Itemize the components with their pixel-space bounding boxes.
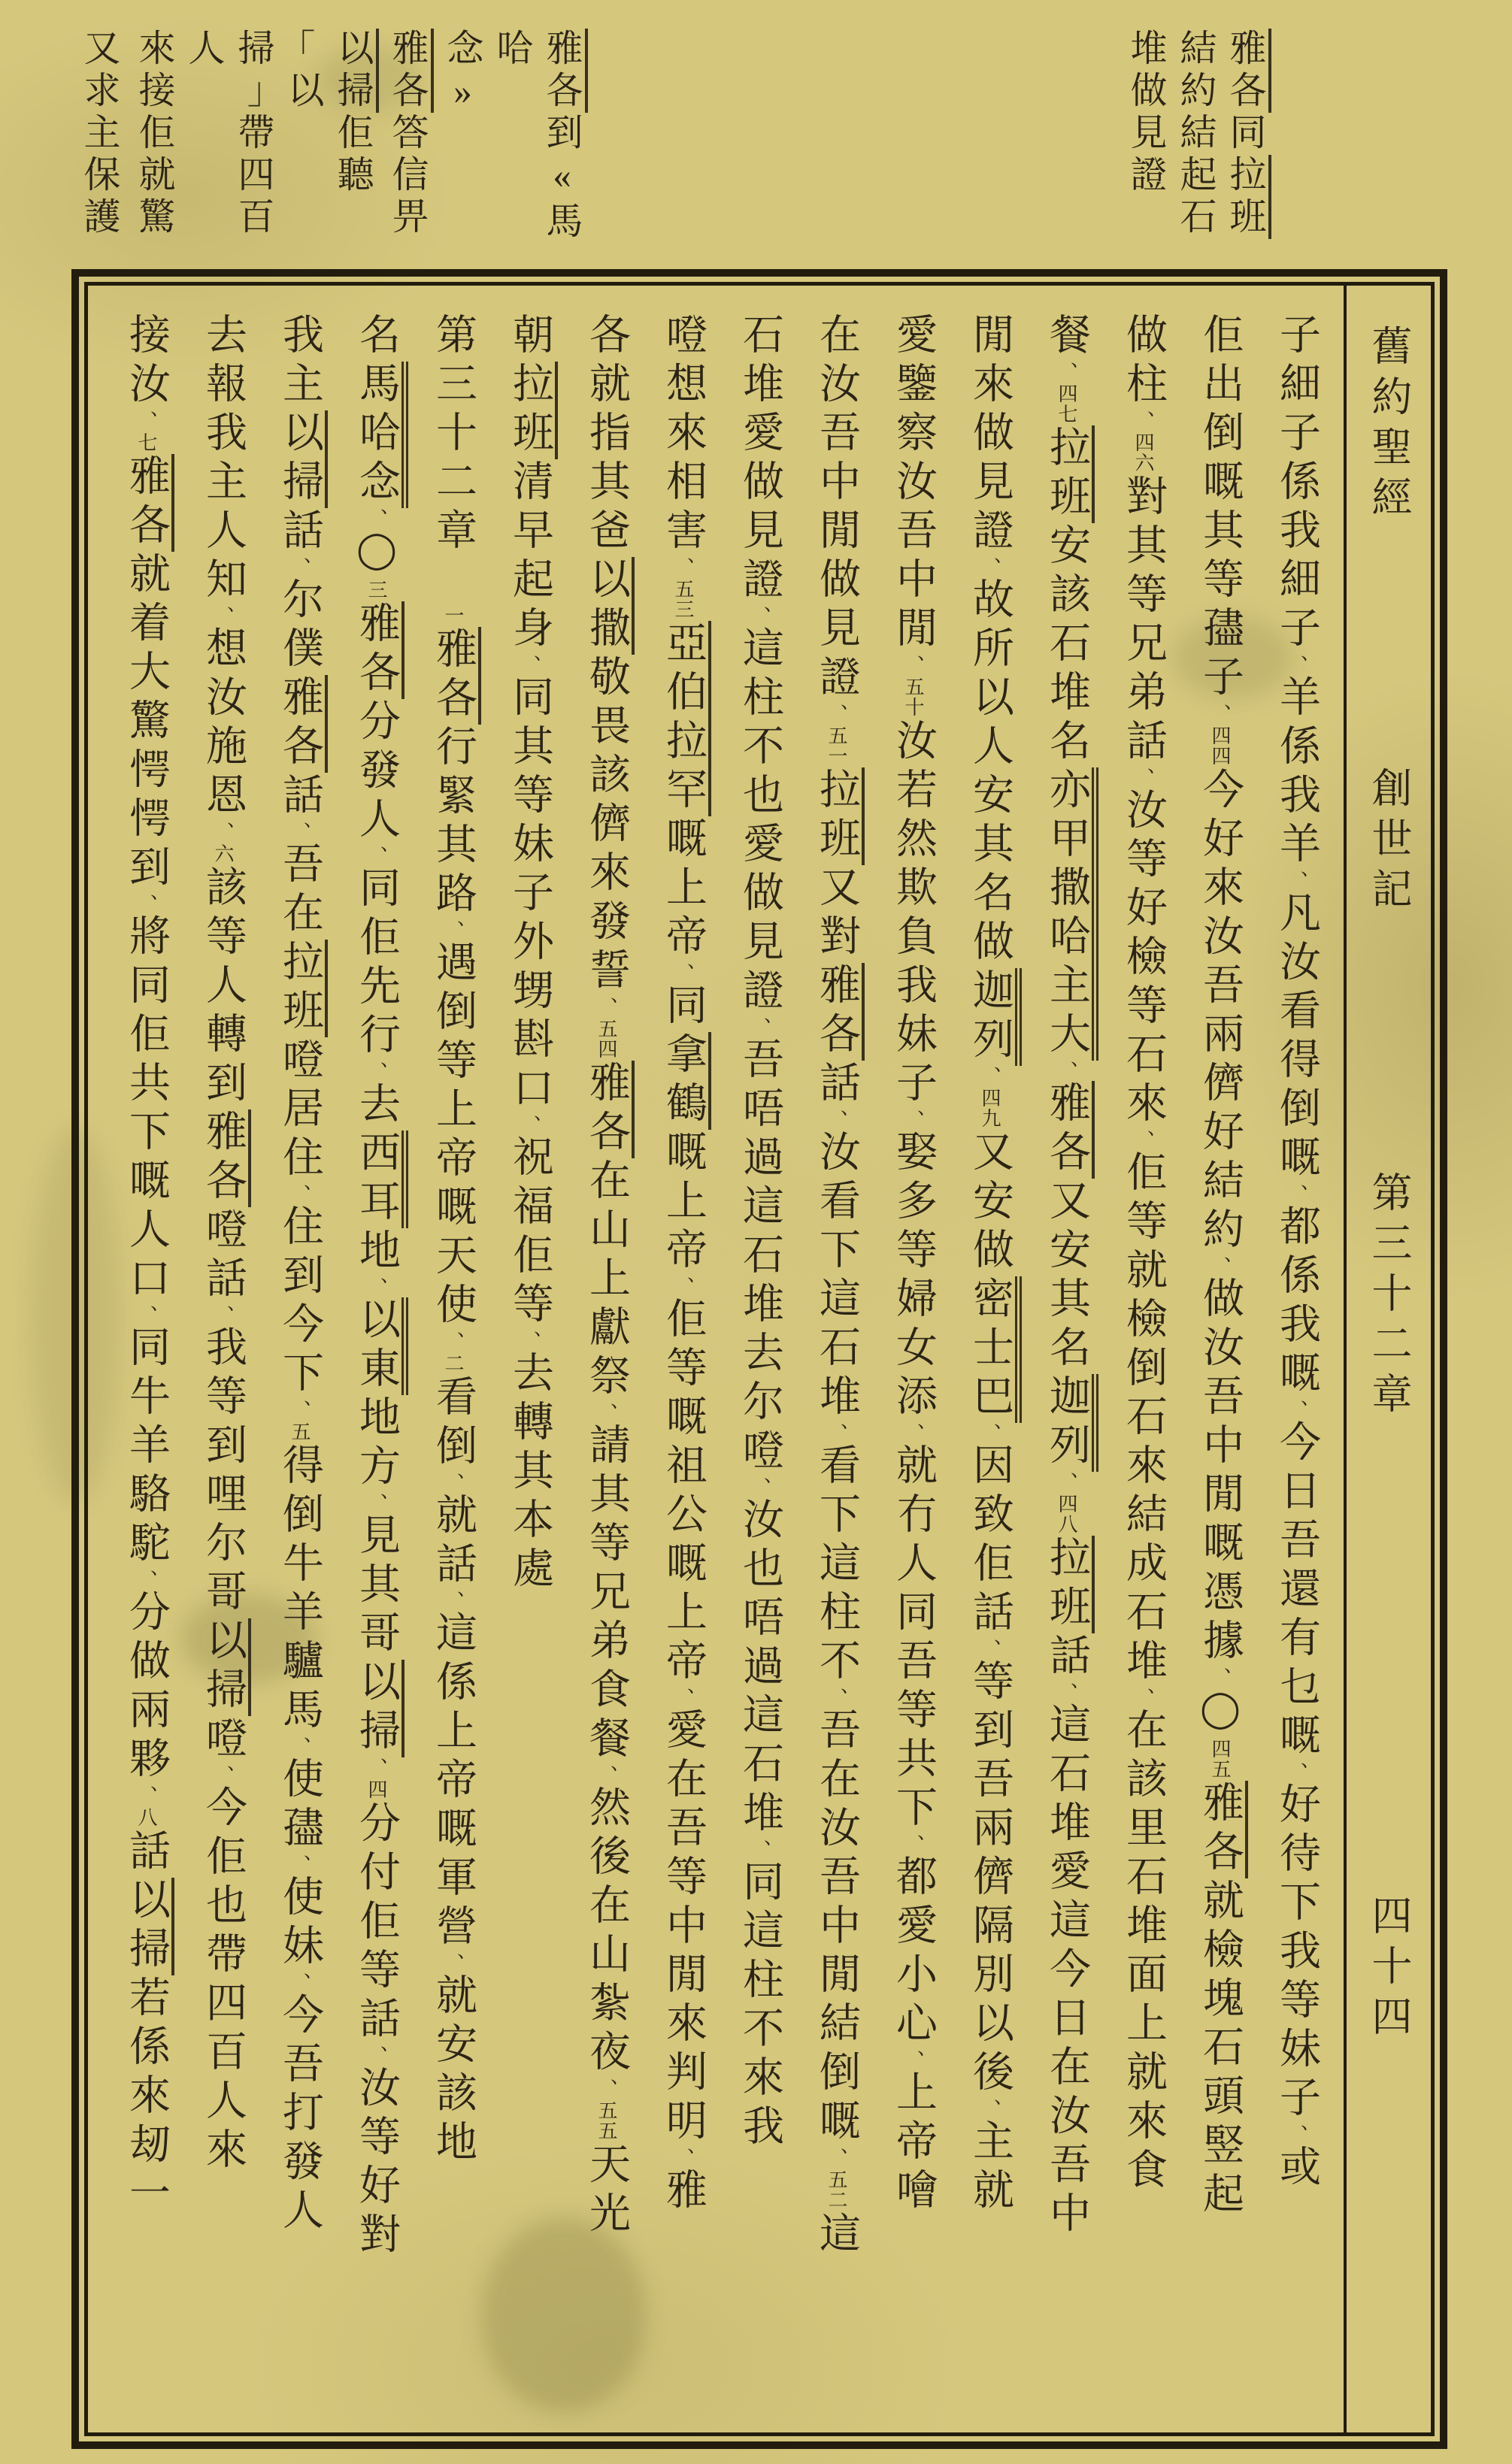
ideographic-comma: 、 <box>1055 1682 1077 1703</box>
person-name-mark: 亞伯拉罕 <box>660 621 711 816</box>
ideographic-comma: 、 <box>135 1305 157 1325</box>
ideographic-comma: 、 <box>288 1854 311 1875</box>
place-name-mark: 迦列 <box>1044 1374 1098 1472</box>
note-column: 來接佢就驚 <box>134 29 175 239</box>
section-circle-mark: ◯ <box>1200 1688 1240 1737</box>
verse-number: 五三 <box>672 579 694 619</box>
ideographic-comma: 、 <box>825 2148 847 2168</box>
verse-number: 五十 <box>902 677 924 717</box>
page-border-inner-rule <box>84 282 1435 2436</box>
ideographic-comma: 、 <box>1132 1130 1154 1150</box>
person-name-mark: 拉班 <box>1225 155 1271 239</box>
text-column: 閒來做見證、故所以人安其名做迦列、四九又安做密士巴、因致佢話、等到吾兩儕隔別以後、主就 <box>951 313 1028 2416</box>
ideographic-comma: 、 <box>1132 767 1154 788</box>
ideographic-comma: 、 <box>441 1331 464 1352</box>
marginal-note-right <box>1121 29 1270 262</box>
text-column: 接汝、七雅各就着大驚愕愕到、將同佢共下嘅人口、同牛羊駱駝、分做兩夥、八話以掃若係來刼一 <box>109 313 184 2416</box>
note-column: 以掃佢聽｢以 <box>278 29 377 262</box>
person-name-mark: 雅各 <box>814 963 865 1061</box>
ideographic-comma: 、 <box>288 822 311 842</box>
note-column: 結約結起石 <box>1175 29 1217 239</box>
ideographic-comma: 、 <box>288 1972 311 1993</box>
verse-number: 五 <box>289 1421 311 1442</box>
section-circle-mark: ◯ <box>356 528 396 578</box>
note-column: 雅各同拉班 <box>1220 29 1270 262</box>
ideographic-comma: 、 <box>135 894 157 914</box>
person-name-mark: 雅各 <box>1197 1781 1248 1878</box>
verse-number: 五四 <box>595 1019 617 1059</box>
place-name-mark: 西耳 <box>353 1131 408 1228</box>
ideographic-comma: 、 <box>1208 1256 1231 1276</box>
text-column: 愛鑒察汝吾中閒、五十汝若然欺負我妹子、娶多等婦女添、就冇人同吾等共下、都愛小心、上帝噲 <box>890 313 936 2217</box>
ideographic-comma: 、 <box>288 1736 311 1757</box>
text-column: 佢出倒嘅其等孻子、四四今好來汝吾兩儕好結約、做汝吾中閒嘅憑據、◯四五雅各就檢塊石頭竪起 <box>1181 313 1258 2416</box>
verse-number: 四九 <box>979 1088 1001 1128</box>
ideographic-comma: 、 <box>748 1017 771 1037</box>
note-column: 雅各到«馬哈 <box>487 29 586 262</box>
book-title: 舊約聖經 <box>1366 325 1411 526</box>
person-name-mark: 拿鶴 <box>660 1032 711 1130</box>
ideographic-comma: 、 <box>288 557 311 577</box>
person-name-mark: 雅各 <box>200 1109 251 1207</box>
marginal-note-left <box>69 29 586 262</box>
verse-number: 八 <box>135 1807 157 1827</box>
ideographic-comma: 、 <box>211 1765 234 1785</box>
ideographic-comma: 、 <box>288 1400 311 1420</box>
ideographic-comma: 、 <box>1285 1184 1307 1204</box>
ideographic-comma: 、 <box>441 920 464 940</box>
ideographic-comma: 、 <box>135 1785 157 1806</box>
verse-number: 五五 <box>595 2100 617 2141</box>
person-name-mark: 拉班 <box>1044 425 1095 523</box>
ideographic-comma: 、 <box>595 997 617 1017</box>
ideographic-comma: 、 <box>1132 410 1154 431</box>
person-name-mark: 以掃 <box>200 1618 251 1716</box>
ideographic-comma: 、 <box>901 1834 924 1854</box>
ideographic-comma: 、 <box>1285 2124 1307 2145</box>
ideographic-comma: 、 <box>671 2148 694 2168</box>
person-name-mark: 雅各 <box>583 1061 635 1158</box>
person-name-mark: 雅各 <box>430 627 481 725</box>
place-name-mark: 迦列 <box>967 968 1022 1066</box>
ideographic-comma: 、 <box>1285 870 1307 891</box>
verse-number: 二 <box>442 1353 464 1373</box>
ideographic-comma: 、 <box>978 1066 1001 1086</box>
text-column: 去報我主人知、想汝施恩、六該等人轉到雅各噔話、我等到哩尔哥以掃噔、今佢也帶四百人來 <box>184 313 261 2416</box>
ideographic-comma: 、 <box>288 1184 311 1204</box>
ideographic-comma: 、 <box>441 1473 464 1493</box>
page-number: 四十四 <box>1366 1894 1411 2045</box>
ideographic-comma: 、 <box>825 1423 847 1443</box>
person-name-mark: 雅各 <box>541 29 588 113</box>
person-name-mark: 拉班 <box>814 767 865 865</box>
ideographic-comma: 、 <box>135 1570 157 1590</box>
person-name-mark: 拉班 <box>507 362 558 459</box>
ideographic-comma: 、 <box>1132 1688 1154 1708</box>
ideographic-comma: 、 <box>595 1765 617 1785</box>
verse-number: 四七 <box>1056 383 1077 424</box>
person-name-mark: 以掃 <box>353 1660 405 1757</box>
ideographic-comma: 、 <box>211 822 234 842</box>
ideographic-comma: 、 <box>825 704 847 724</box>
place-name-mark: 密士巴 <box>967 1276 1022 1423</box>
ideographic-comma: 、 <box>365 1277 387 1297</box>
text-column: 石堆愛做見證、這柱不也愛做見證、吾唔過這石堆去尔噔、汝也唔過這石堆、同這柱不來我 <box>737 313 783 2153</box>
verse-number: 五一 <box>826 725 847 766</box>
ideographic-comma: 、 <box>1055 1472 1077 1492</box>
ideographic-comma: 、 <box>518 1330 541 1351</box>
ideographic-comma: 、 <box>901 655 924 675</box>
scripture-text-block <box>109 313 1335 2416</box>
person-name-mark: 雅各 <box>387 29 434 113</box>
ideographic-comma: 、 <box>365 1757 387 1778</box>
running-title-column <box>1344 286 1431 2432</box>
place-name-mark: 馬哈念 <box>353 362 408 508</box>
ideographic-comma: 、 <box>671 963 694 983</box>
ideographic-comma: 、 <box>1285 1762 1307 1782</box>
text-column: 子細子係我細子、羊係我羊、凡汝看得倒嘅、都係我嘅、今日吾還有乜嘅、好待下我等妹子、或 <box>1274 313 1320 2193</box>
verse-number: 五二 <box>826 2169 847 2210</box>
ideographic-comma: 、 <box>441 1953 464 1973</box>
ideographic-comma: 、 <box>1208 704 1231 724</box>
ideographic-comma: 、 <box>978 1639 1001 1659</box>
person-name-mark: 以掃 <box>277 410 328 508</box>
note-column: 堆做見證 <box>1126 29 1167 197</box>
person-name-mark: 拉班 <box>1044 1536 1095 1633</box>
note-column: 掃｣帶四百人 <box>183 29 274 239</box>
person-name-mark: 以掃 <box>332 29 379 113</box>
ideographic-comma: 、 <box>518 655 541 675</box>
ideographic-comma: 、 <box>748 1839 771 1860</box>
ideographic-comma: 、 <box>671 1688 694 1708</box>
text-column: 各就指其爸以撒敬畏該儕來發誓、五四雅各在山上獻祭、請其等兄弟食餐、然後在山紮夜、五五天光 <box>568 313 644 2416</box>
person-name-mark: 以掃 <box>123 1878 174 1975</box>
text-column: 名馬哈念、◯三雅各分發人、同佢先行、去西耳地、以東地方、見其哥以掃、四分付佢等話、汝等好對 <box>338 313 414 2416</box>
text-column: 餐、四七拉班安該石堆名亦甲撒哈主大、雅各又安其名迦列、四八拉班話、這石堆愛這今日在汝吾中 <box>1028 313 1104 2416</box>
ideographic-comma: 、 <box>901 1109 924 1130</box>
verse-number: 七 <box>135 432 157 453</box>
ideographic-comma: 、 <box>211 606 234 626</box>
ideographic-comma: 、 <box>901 2050 924 2070</box>
ideographic-comma: 、 <box>978 2099 1001 2119</box>
ideographic-comma: 、 <box>978 557 1001 577</box>
ideographic-comma: 、 <box>825 1688 847 1708</box>
ideographic-comma: 、 <box>365 508 387 528</box>
verse-number: 四六 <box>1132 432 1154 473</box>
person-name-mark: 拉班 <box>277 940 328 1037</box>
text-column: 在汝吾中閒做見證、五一拉班又對雅各話、汝看下這石堆、看下這柱不、吾在汝吾中閒結倒嘅、五二這 <box>798 313 874 2416</box>
ideographic-comma: 、 <box>1055 1061 1077 1081</box>
text-column: 第三十二章一雅各行緊其路、遇倒等上帝嘅天使、二看倒、就話、這係上帝嘅軍營、就安該地 <box>414 313 491 2416</box>
ideographic-comma: 、 <box>1208 1667 1231 1688</box>
person-name-mark: 雅各 <box>277 675 328 773</box>
ideographic-comma: 、 <box>1055 362 1077 382</box>
note-column: 雅各答信畀 <box>377 29 432 262</box>
ideographic-comma: 、 <box>518 1115 541 1135</box>
ideographic-comma: 、 <box>1285 1400 1307 1420</box>
ideographic-comma: 、 <box>365 1061 387 1082</box>
note-column: 又求主保護 <box>79 29 120 239</box>
text-column: 噔想來相害、五三亞伯拉罕嘅上帝、同拿鶴嘅上帝、佢等嘅祖公嘅上帝、愛在吾等中閒來判明、雅 <box>644 313 721 2416</box>
verse-number: 四五 <box>1209 1739 1231 1779</box>
ideographic-comma: 、 <box>441 1591 464 1611</box>
verse-number: 四四 <box>1209 725 1231 766</box>
text-column: 我主以掃話、尔僕雅各話、吾在拉班噔居住、住到今下、五得倒牛羊驢馬、使孻、使妹、今吾打發人 <box>261 313 338 2416</box>
ideographic-comma: 、 <box>825 1109 847 1130</box>
text-column: 朝拉班清早起身、同其等妹子外甥斟口、祝福佢等、去轉其本處 <box>491 313 568 2416</box>
ideographic-comma: 、 <box>978 1423 1001 1443</box>
text-column: 做柱、四六對其等兄弟話、汝等好檢等石來、佢等就檢倒石來結成石堆、在該里石堆面上就來食 <box>1120 313 1166 2196</box>
note-column: 念» <box>442 29 483 117</box>
place-name-mark: 亦甲撒哈主大 <box>1044 767 1098 1061</box>
person-name-mark: 雅各 <box>1044 1081 1095 1179</box>
ideographic-comma: 、 <box>595 2078 617 2099</box>
section-title: 創世記 <box>1366 767 1411 918</box>
person-name-mark: 雅各 <box>353 601 405 699</box>
ideographic-comma: 、 <box>595 1403 617 1423</box>
ideographic-comma: 、 <box>365 2045 387 2066</box>
verse-number: 三 <box>365 580 387 600</box>
ideographic-comma: 、 <box>211 1305 234 1325</box>
ideographic-comma: 、 <box>748 606 771 626</box>
chapter-title: 第三十二章 <box>1366 1171 1411 1423</box>
verse-number: 四八 <box>1056 1494 1077 1534</box>
ideographic-comma: 、 <box>671 557 694 577</box>
person-name-mark: 以撒 <box>583 557 635 655</box>
place-name-mark: 以東 <box>353 1297 408 1395</box>
ideographic-comma: 、 <box>365 1493 387 1513</box>
ideographic-comma: 、 <box>135 410 157 431</box>
person-name-mark: 雅各 <box>123 454 174 552</box>
person-name-mark: 雅各 <box>1225 29 1271 113</box>
ideographic-comma: 、 <box>671 1276 694 1297</box>
verse-number: 六 <box>212 843 234 864</box>
page-border-frame <box>71 269 1447 2449</box>
verse-number: 一 <box>442 605 464 625</box>
ideographic-comma: 、 <box>1285 655 1307 675</box>
ideographic-comma: 、 <box>365 846 387 866</box>
verse-number: 四 <box>365 1779 387 1800</box>
ideographic-comma: 、 <box>901 1423 924 1443</box>
ideographic-comma: 、 <box>748 1477 771 1497</box>
